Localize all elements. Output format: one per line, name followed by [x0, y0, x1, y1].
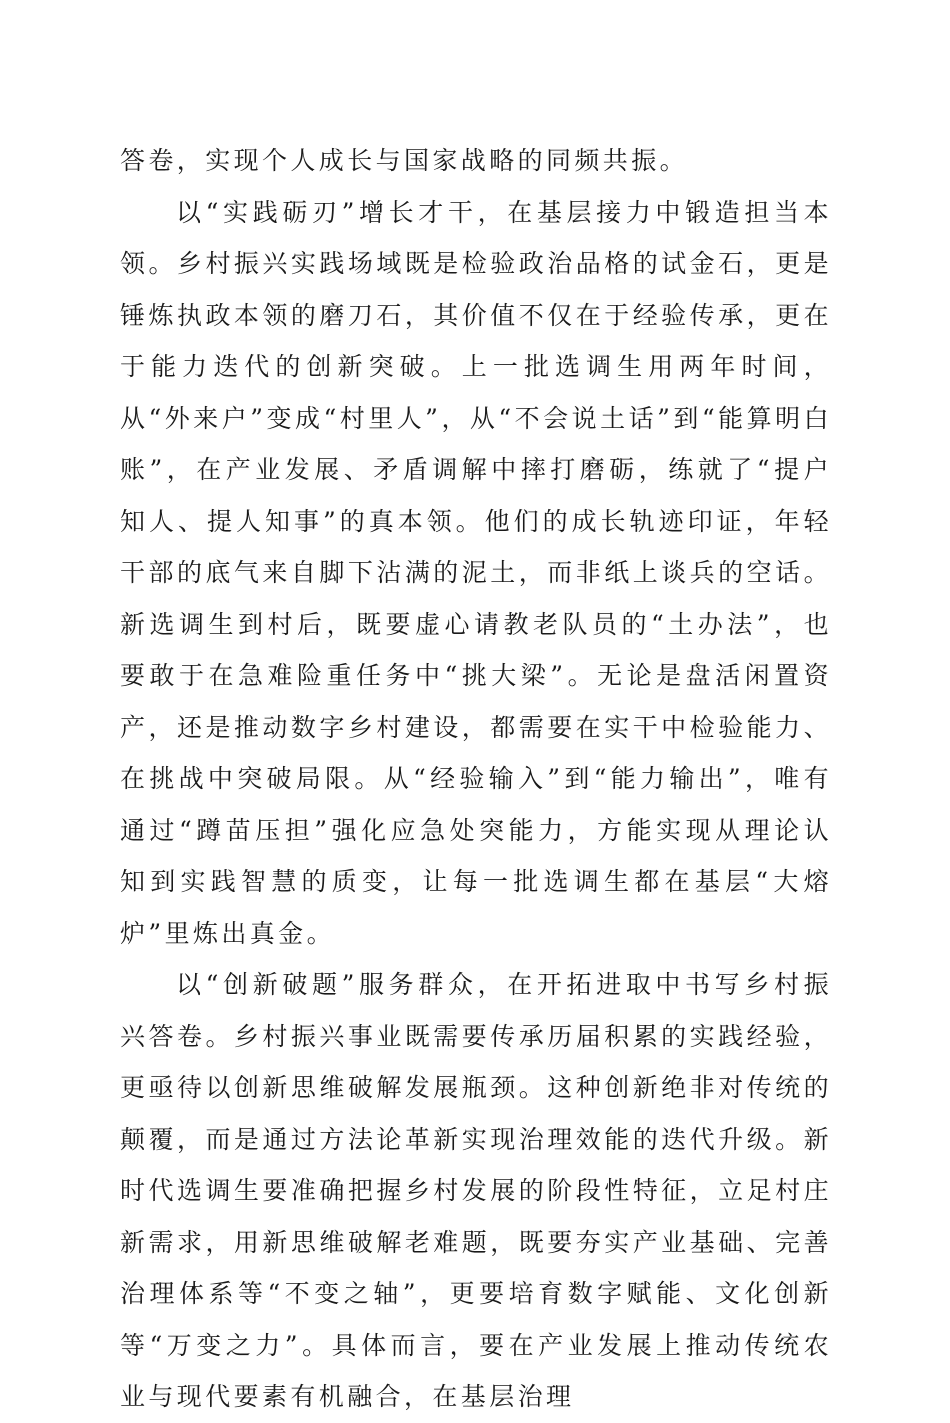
body-text	[120, 135, 832, 1423]
paragraph-2: 以“实践砺刃”增长才干，在基层接力中锻造担当本领。乡村振兴实践场域既是检验政治品格的试金石，更是锤炼执政本领的磨刀石，其价值不仅在于经验传承，更在于能力迭代的创新突破。上一批选调生用两年时间，从“外来户”变成“村里人”，从“不会说土话”到“能算明白账”，在产业发展、矛盾调解中摔打磨砺，练就了“提户知人、提人知事”的真本领。他们的成长轨迹印证，年轻干部的底气来自脚下沾满的泥土，而非纸上谈兵的空话。新选调生到村后，既要虚心请教老队员的“土办法”，也要敢于在急难险重任务中“挑大梁”。无论是盘活闲置资产，还是推动数字乡村建设，都需要在实干中检验能力、在挑战中突破局限。从“经验输入”到“能力输出”，唯有通过“蹲苗压担”强化应急处突能力，方能实现从理论认知到实践智慧的质变，让每一批选调生都在基层“大熔炉”里炼出真金。	[120, 197, 832, 948]
paragraph-1: 答卷，实现个人成长与国家战略的同频共振。	[120, 146, 689, 175]
paragraph-3: 以“创新破题”服务群众，在开拓进取中书写乡村振兴答卷。乡村振兴事业既需要传承历届积累的实践经验，更亟待以创新思维破解发展瓶颈。这种创新绝非对传统的颠覆，而是通过方法论革新实现治理效能的迭代升级。新时代选调生要准确把握乡村发展的阶段性特征，立足村庄新需求，用新思维破解老难题，既要夯实产业基础、完善治理体系等“不变之轴”，更要培育数字赋能、文化创新等“万变之力”。具体而言，要在产业发展上推动传统农业与现代要素有机融合，在基层治理	[120, 970, 832, 1411]
